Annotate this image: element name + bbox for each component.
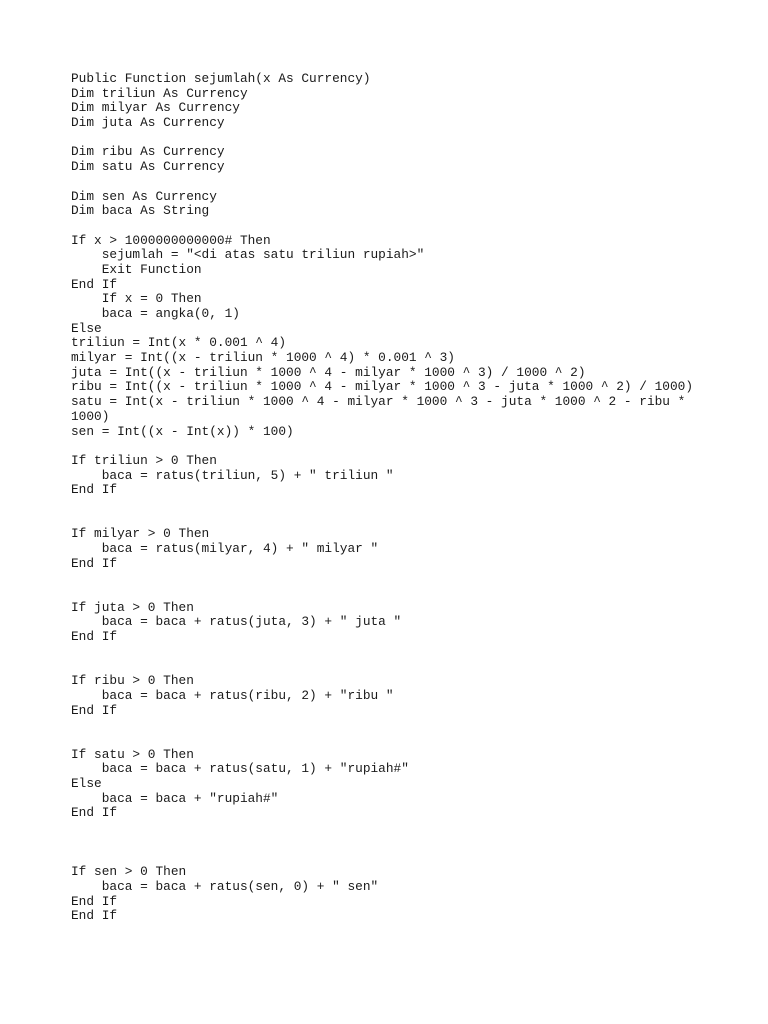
code-line: baca = baca + ratus(juta, 3) + " juta "	[71, 614, 402, 630]
code-line: Dim triliun As Currency	[71, 85, 248, 101]
code-line: sen = Int((x - Int(x)) * 100)	[71, 423, 294, 439]
code-line: Dim satu As Currency	[71, 159, 225, 175]
code-listing	[71, 72, 711, 924]
code-line: Dim juta As Currency	[71, 115, 225, 131]
code-line: Else	[71, 776, 102, 791]
code-line: End If	[71, 555, 118, 571]
code-line: End If	[71, 702, 118, 718]
code-line: milyar = Int((x - triliun * 1000 ^ 4) * 0.001 ^ 3)	[71, 350, 455, 366]
code-line: End If	[71, 805, 118, 821]
code-line: Exit Function	[71, 261, 202, 277]
code-line: baca = baca + ratus(sen, 0) + " sen"	[71, 878, 379, 894]
code-line: Public Function sejumlah(x As Currency)	[71, 71, 371, 86]
blank-line	[71, 645, 711, 660]
blank-line	[71, 498, 711, 513]
code-line: Dim baca As String	[71, 203, 210, 219]
blank-line	[71, 439, 711, 454]
blank-line	[71, 175, 711, 190]
code-line: If ribu > 0 Then	[71, 673, 194, 689]
code-line: If juta > 0 Then	[71, 599, 194, 615]
code-line: baca = baca + ratus(satu, 1) + "rupiah#"	[71, 761, 409, 777]
blank-line	[71, 131, 711, 146]
code-line: If x > 1000000000000# Then	[71, 232, 271, 248]
code-line: End If	[71, 629, 118, 645]
code-line: baca = angka(0, 1)	[71, 306, 240, 321]
blank-line	[71, 571, 711, 586]
code-line: 1000)	[71, 408, 110, 424]
code-line: sejumlah = "<di atas satu triliun rupiah>"	[71, 247, 425, 263]
code-line: satu = Int(x - triliun * 1000 ^ 4 - milyar * 1000 ^ 3 - juta * 1000 ^ 2 - ribu *	[71, 394, 686, 410]
code-line: If triliun > 0 Then	[71, 452, 217, 468]
code-line: baca = ratus(triliun, 5) + " triliun "	[71, 467, 394, 483]
code-line: End If	[71, 482, 118, 498]
code-line: triliun = Int(x * 0.001 ^ 4)	[71, 335, 287, 351]
code-line: Else	[71, 320, 102, 336]
blank-line	[71, 513, 711, 528]
code-line: baca = baca + "rupiah#"	[71, 790, 279, 806]
code-line: Dim sen As Currency	[71, 188, 217, 204]
blank-line	[71, 836, 711, 851]
code-line: If milyar > 0 Then	[71, 526, 210, 542]
blank-line	[71, 219, 711, 234]
blank-line	[71, 660, 711, 675]
blank-line	[71, 733, 711, 748]
code-line: juta = Int((x - triliun * 1000 ^ 4 - milyar * 1000 ^ 3) / 1000 ^ 2)	[71, 364, 586, 380]
code-line: If x = 0 Then	[71, 291, 202, 307]
code-line: Dim ribu As Currency	[71, 144, 225, 160]
blank-line	[71, 850, 711, 865]
code-line: If satu > 0 Then	[71, 746, 194, 762]
code-line: Dim milyar As Currency	[71, 100, 240, 116]
code-line: baca = ratus(milyar, 4) + " milyar "	[71, 541, 379, 556]
code-line: baca = baca + ratus(ribu, 2) + "ribu "	[71, 687, 394, 703]
blank-line	[71, 718, 711, 733]
code-line: If sen > 0 Then	[71, 864, 187, 880]
blank-line	[71, 821, 711, 836]
code-line: End If	[71, 893, 118, 909]
code-line: End If	[71, 908, 118, 924]
code-line: ribu = Int((x - triliun * 1000 ^ 4 - milyar * 1000 ^ 3 - juta * 1000 ^ 2) / 1000)	[71, 379, 694, 395]
blank-line	[71, 586, 711, 601]
code-line: End If	[71, 276, 118, 292]
